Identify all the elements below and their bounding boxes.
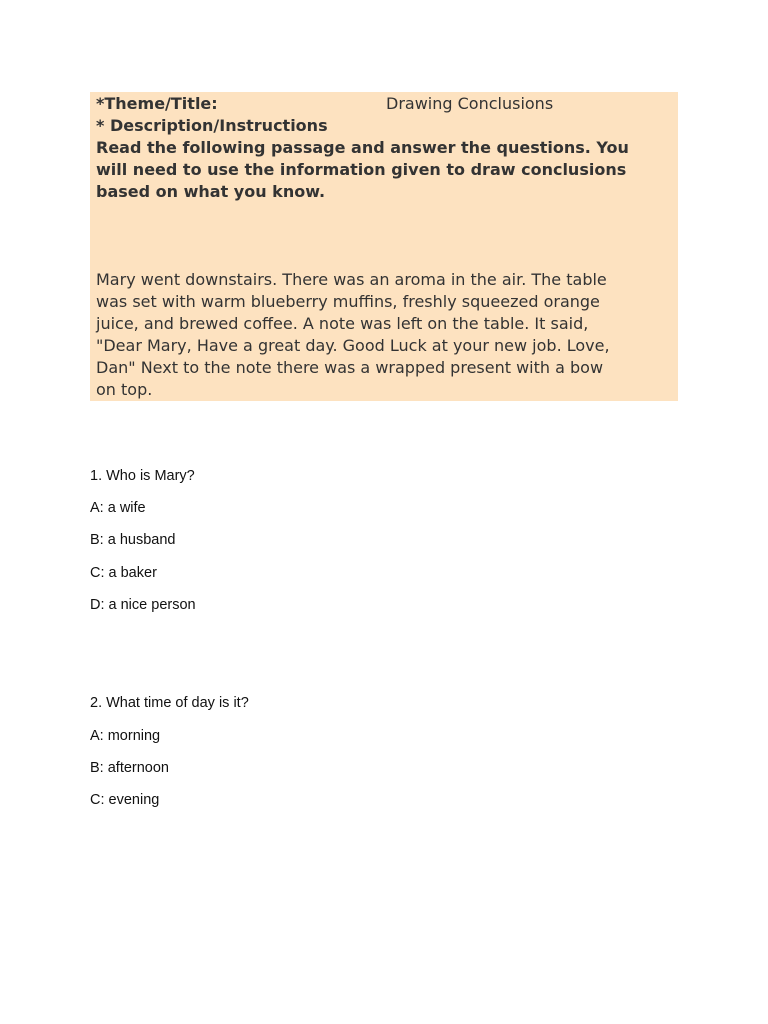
instructions-box: [90, 92, 678, 401]
instructions-line: will need to use the information given to draw conclusions: [96, 160, 627, 179]
option: C: a baker: [90, 565, 157, 581]
passage-line: on top.: [96, 380, 153, 399]
description-label: * Description/Instructions: [96, 116, 328, 135]
theme-row: [96, 93, 554, 115]
passage-line: Mary went downstairs. There was an aroma in the air. The table: [96, 270, 607, 289]
instructions-line: based on what you know.: [96, 182, 326, 201]
option: B: afternoon: [90, 760, 169, 776]
theme-label: *Theme/Title:: [96, 94, 218, 113]
option: C: evening: [90, 792, 160, 808]
option: D: a nice person: [90, 597, 196, 613]
instructions-line: Read the following passage and answer the questions. You: [96, 138, 629, 157]
passage-line: juice, and brewed coffee. A note was left on the table. It said,: [96, 314, 589, 333]
option: A: morning: [90, 728, 161, 744]
passage-line: "Dear Mary, Have a great day. Good Luck at your new job. Love,: [96, 336, 610, 355]
option: A: a wife: [90, 500, 146, 516]
passage-line: Dan" Next to the note there was a wrapped present with a bow: [96, 358, 604, 377]
passage-line: was set with warm blueberry muffins, freshly squeezed orange: [96, 292, 600, 311]
question-1: 1. Who is Mary?: [90, 468, 195, 484]
question-2: 2. What time of day is it?: [90, 695, 249, 711]
theme-value: Drawing Conclusions: [386, 94, 554, 113]
option: B: a husband: [90, 532, 176, 548]
